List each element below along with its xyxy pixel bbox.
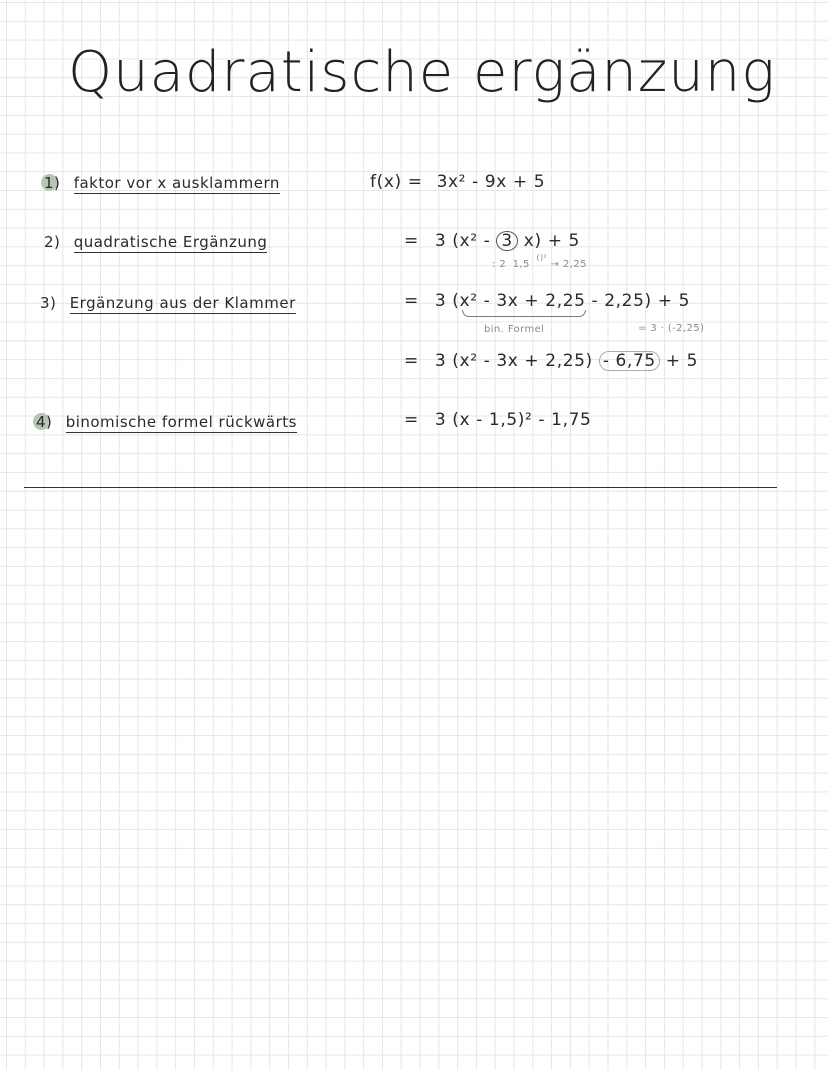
step-label: binomische formel rückwärts [65,413,297,431]
expression-part: + 5 [665,351,699,371]
annotation-part: 2,25 [563,259,587,270]
arrow-icon: → [550,259,560,270]
equation-line-4 [404,351,698,371]
step-number: 4) [36,413,53,431]
step-2 [44,233,267,251]
annotation-part: ()² [536,253,548,262]
step-number: 2) [44,233,61,251]
brace-underline [462,310,586,317]
step-label: quadratische Ergänzung [73,233,268,251]
circled-constant: - 6,75 [599,351,660,371]
equals-sign: = [404,291,419,311]
expression-part: x) + 5 [523,231,580,251]
equation-line-3 [404,291,690,311]
step-3 [40,294,296,312]
equation-line-5 [404,410,591,430]
circled-coefficient: 3 [496,231,517,251]
step-label: Ergänzung aus der Klammer [69,294,296,312]
annotation-binomial: bin. Formel [484,324,545,335]
expression-part: 3 (x² - 3x + 2,25) [434,351,593,371]
step-4 [36,413,297,431]
equation-line-1 [370,172,545,192]
function-label: f(x) = [370,172,423,192]
annotation-part: 1,5 [512,259,530,270]
page-title: Quadratische ergänzung [68,40,776,105]
function-expression: 3x² - 9x + 5 [436,172,546,192]
equals-sign: = [404,351,419,371]
step-number: 1) [44,174,61,192]
annotation-part: : 2 [492,259,507,270]
step-label: faktor vor x ausklammern [73,174,280,192]
expression: 3 (x² - 3x + 2,25 - 2,25) + 5 [434,291,691,311]
equals-sign: = [404,231,419,251]
equation-line-2 [404,231,580,251]
annotation-product: = 3 · (-2,25) [638,323,705,334]
annotation-halving [492,253,587,270]
expression: 3 (x - 1,5)² - 1,75 [434,410,592,430]
step-1 [44,174,280,192]
separator-line [24,487,777,488]
expression-part: 3 (x² - [434,231,491,251]
step-number: 3) [40,294,57,312]
equals-sign: = [404,410,419,430]
